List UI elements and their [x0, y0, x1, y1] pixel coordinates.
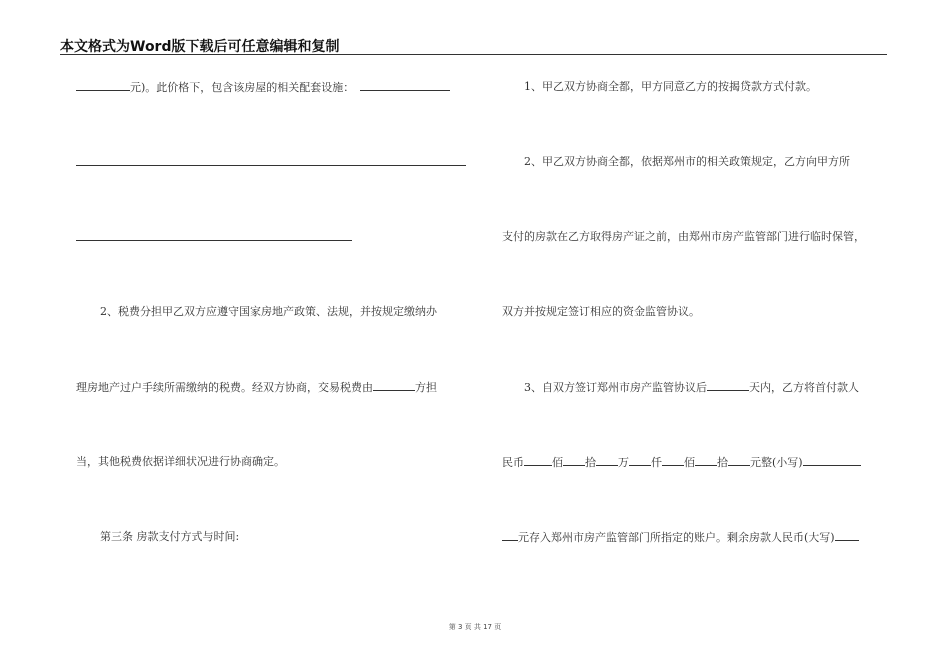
unit-shi: 拾: [585, 456, 596, 469]
right-line-1: 1、甲乙双方协商全都，甲方同意乙方的按揭贷款方式付款。: [524, 80, 817, 93]
unit-yuan-lowercase: 元整(小写): [750, 456, 803, 469]
amount-blank: [728, 455, 750, 466]
left-tax-line-1: 2、税费分担甲乙双方应遵守国家房地产政策、法规，并按规定缴纳办: [100, 305, 437, 318]
left-blank-rule-1: [76, 165, 466, 166]
amount-lowercase-blank: [803, 455, 861, 466]
amount-blank: [662, 455, 684, 466]
document-header-title: 本文格式为Word版下载后可任意编辑和复制: [60, 39, 340, 55]
header-divider: [60, 54, 887, 55]
unit-bai: 佰: [552, 456, 563, 469]
right-line-5-end: 天内，乙方将首付款人: [749, 381, 859, 394]
left-tax-line-2-text: 理房地产过户手续所需缴纳的税费。经双方协商，交易税费由: [76, 381, 373, 394]
unit-wan: 万: [618, 456, 629, 469]
right-line-6: [502, 455, 861, 470]
amount-blank: [563, 455, 585, 466]
unit-shi: 拾: [717, 456, 728, 469]
right-line-3: 支付的房款在乙方取得房产证之前，由郑州市房产监管部门进行临时保管，: [502, 230, 865, 243]
amount-blank: [629, 455, 651, 466]
amount-continuation-blank: [502, 530, 518, 541]
amount-blank: [524, 455, 552, 466]
left-blank-rule-2: [76, 240, 352, 241]
facilities-blank: [360, 80, 450, 91]
left-tax-line-2-end: 方担: [415, 381, 437, 394]
unit-bai: 佰: [684, 456, 695, 469]
days-blank: [707, 380, 749, 391]
price-blank: [76, 80, 130, 91]
left-tax-line-3: 当，其他税费依据详细状况进行协商确定。: [76, 455, 285, 468]
right-line-5: [524, 380, 859, 395]
left-tax-line-2: [76, 380, 437, 395]
left-line-price-text: 元)。此价格下，包含该房屋的相关配套设施：: [130, 81, 355, 94]
right-line-4: 双方并按规定签订相应的资金监管协议。: [502, 305, 700, 318]
unit-rmb: 民币: [502, 456, 524, 469]
amount-blank: [695, 455, 717, 466]
unit-qian: 仟: [651, 456, 662, 469]
remaining-amount-blank: [835, 530, 859, 541]
right-line-7: [502, 530, 859, 545]
right-line-7-text: 元存入郑州市房产监管部门所指定的账户。剩余房款人民币(大写): [518, 531, 835, 544]
right-line-2: 2、甲乙双方协商全都，依据郑州市的相关政策规定，乙方向甲方所: [524, 155, 850, 168]
left-line-price: [76, 80, 450, 95]
tax-party-blank: [373, 380, 415, 391]
page-footer: 第 3 页 共 17 页: [448, 623, 502, 631]
right-line-5-text: 3、自双方签订郑州市房产监管协议后: [524, 381, 707, 394]
amount-blank: [596, 455, 618, 466]
section-3-heading: 第三条 房款支付方式与时间:: [100, 530, 240, 543]
